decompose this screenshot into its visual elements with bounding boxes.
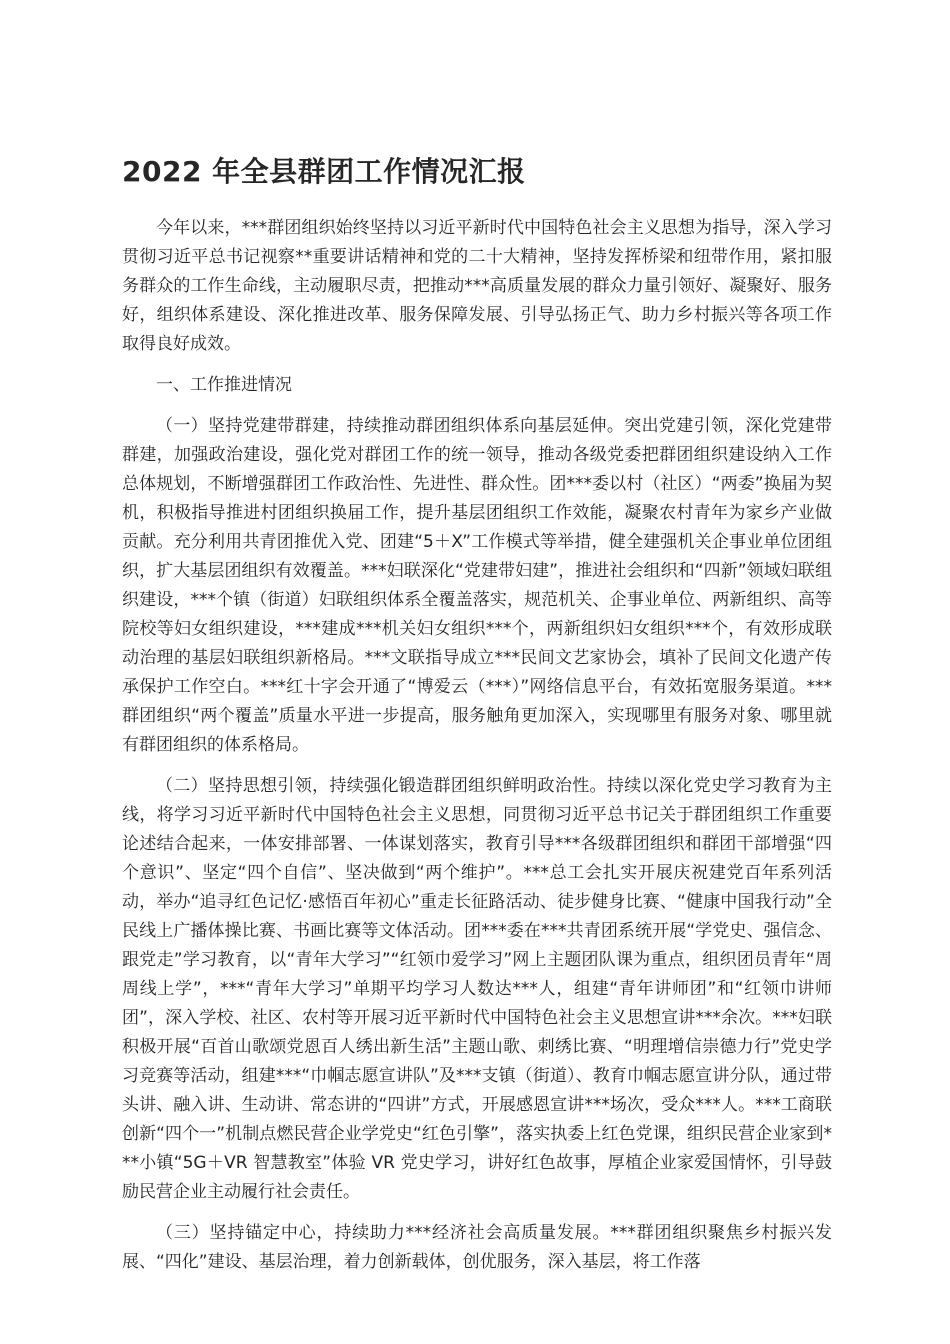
section-heading-work-progress: 一、工作推进情况 bbox=[156, 375, 292, 395]
paragraph-party-building: （一）坚持党建带群建，持续推动群团组织体系向基层延伸。突出党建引领，深化党建带群建，加强政治建设，强化党对群团工作的统一领导，推动各级党委把群团组织建设纳入工作总体规划，不断增强群团工作政治性、先进性、群众性。团***委以村（社区）“两委”换届为契机，积极指导推进村团组织换届工作，提升基层团组织工作效能，凝聚农村青年为家乡产业做贡献。充分利用共青团推优入党、团建“5＋X”工作模式等举措，健全建强机关企事业单位团组织，扩大基层团组织有效覆盖。***妇联深化“党建带妇建”，推进社会组织和“四新”领域妇联组织建设，***个镇（街道）妇联组织体系全覆盖落实，规范机关、企事业单位、两新组织、高等院校等妇女组织建设，***建成***机关妇女组织***个，两新组织妇女组织***个，有效形成联动治理的基层妇联组织新格局。***文联指导成立***民间文艺家协会，填补了民间文化遗产传承保护工作空白。***红十字会开通了“博爱云（***）”网络信息平台，有效拓宽服务渠道。***群团组织“两个覆盖”质量水平进一步提高，服务触角更加深入，实现哪里有服务对象、哪里就有群团组织的体系格局。 bbox=[122, 416, 832, 755]
document-title: 2022 年全县群团工作情况汇报 bbox=[122, 155, 526, 188]
paragraph-ideological-guidance: （二）坚持思想引领，持续强化锻造群团组织鲜明政治性。持续以深化党史学习教育为主线，将学习习近平新时代中国特色社会主义思想，同贯彻习近平总书记关于群团组织工作重要论述结合起来，一体安排部署、一体谋划落实，教育引导***各级群团组织和群团干部增强“四个意识”、坚定“四个自信”、坚决做到“两个维护”。***总工会扎实开展庆祝建党百年系列活动，举办“追寻红色记忆·感悟百年初心”重走长征路活动、徒步健身比赛、“健康中国我行动”全民线上广播体操比赛、书画比赛等文体活动。团***委在***共青团系统开展“学党史、强信念、跟党走”学习教育，以“青年大学习”“红领巾爱学习”网上主题团队课为重点，组织团员青年“周周线上学”，***“青年大学习”单期平均学习人数达***人，组建“青年讲师团”和“红领巾讲师团”，深入学校、社区、农村等开展习近平新时代中国特色社会主义思想宣讲***余次。***妇联积极开展“百首山歌颂党恩百人绣出新生活”主题山歌、刺绣比赛、“明理增信崇德力行”党史学习竞赛等活动，组建***“巾帼志愿宣讲队”及***支镇（街道）、教育巾帼志愿宣讲分队，通过带头讲、融入讲、生动讲、常态讲的“四讲”方式，开展感恩宣讲***场次，受众***人。***工商联创新“四个一”机制点燃民营企业学党史“红色引擎”，落实执委上红色党课，组织民营企业家到***小镇“5G＋VR 智慧教室”体验 VR 党史学习，讲好红色故事，厚植企业家爱国情怀，引导鼓励民营企业主动履行社会责任。 bbox=[122, 776, 832, 1202]
paragraph-economic-development: （三）坚持锚定中心，持续助力***经济社会高质量发展。***群团组织聚焦乡村振兴发展、“四化”建设、基层治理，着力创新载体，创优服务，深入基层，将工作落 bbox=[122, 1223, 832, 1272]
document-page bbox=[122, 150, 832, 1289]
intro-paragraph: 今年以来，***群团组织始终坚持以习近平新时代中国特色社会主义思想为指导，深入学习贯彻习近平总书记视察**重要讲话精神和党的二十大精神，坚持发挥桥梁和纽带作用，紧扣服务群众的工作生命线，主动履职尽责，把推动***高质量发展的群众力量引领好、凝聚好、服务好，组织体系建设、深化推进改革、服务保障发展、引导弘扬正气、助力乡村振兴等各项工作取得良好成效。 bbox=[122, 218, 832, 354]
